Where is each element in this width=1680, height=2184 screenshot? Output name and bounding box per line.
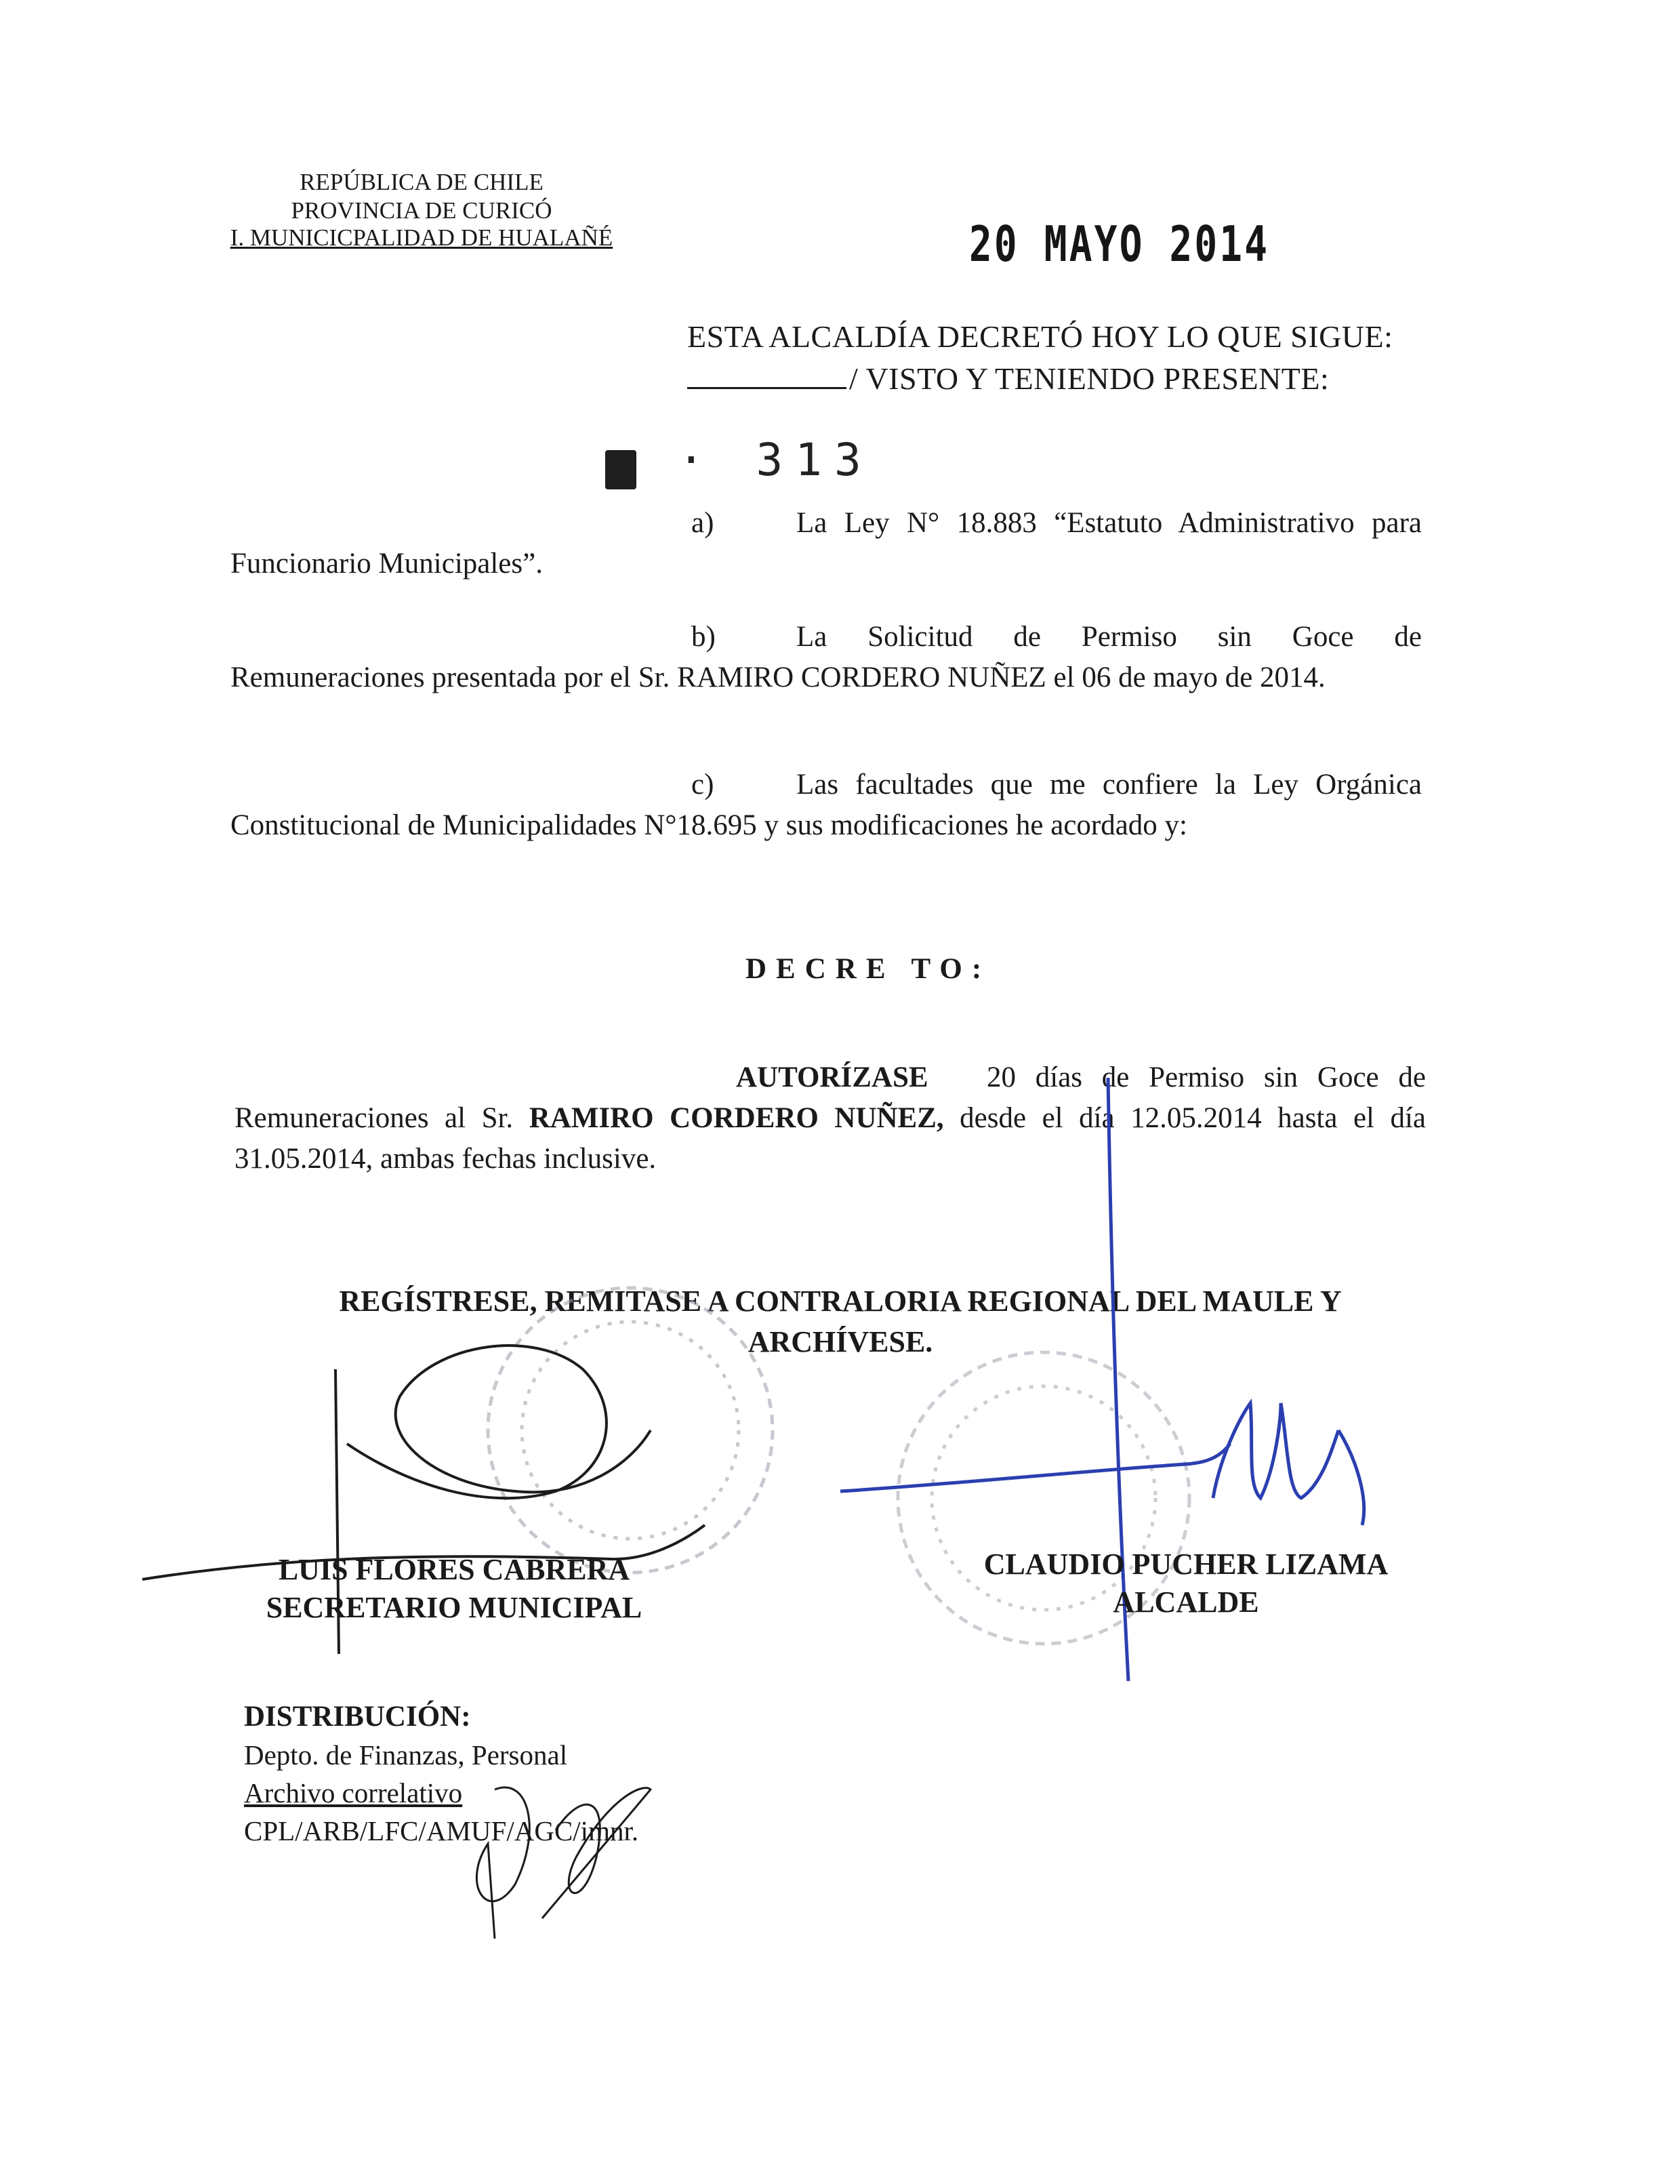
closing-line-2: ARCHÍVESE. xyxy=(747,1325,933,1358)
header-province: PROVINCIA DE CURICÓ xyxy=(291,197,552,224)
visto-line xyxy=(687,361,1329,397)
resolution-name: RAMIRO CORDERO NUÑEZ, xyxy=(529,1102,944,1134)
signature-right-role: ALCALDE xyxy=(1113,1585,1259,1619)
signature-right-name: CLAUDIO PUCHER LIZAMA xyxy=(983,1548,1389,1581)
blank-line xyxy=(687,361,846,389)
decree-number-value: 313 xyxy=(756,434,874,486)
distribution-line-3: CPL/ARB/LFC/AMUF/AGC/imnr. xyxy=(244,1815,639,1846)
stamp-mark-icon xyxy=(605,450,636,489)
resolution-verb: AUTORÍZASE xyxy=(736,1061,928,1093)
visto-text: / VISTO Y TENIENDO PRESENTE: xyxy=(849,361,1330,396)
signature-right xyxy=(942,1545,1430,1621)
consideration-b xyxy=(230,617,1422,698)
date-stamp: 20 MAYO 2014 xyxy=(969,216,1270,272)
consideration-first-line: La Solicitud de Permiso sin Goce de xyxy=(796,621,1422,653)
closing-instruction xyxy=(281,1281,1399,1362)
distribution-block xyxy=(244,1698,638,1850)
consideration-label: a) xyxy=(691,507,714,539)
consideration-a xyxy=(230,503,1422,584)
decree-intro: ESTA ALCALDÍA DECRETÓ HOY LO QUE SIGUE: xyxy=(687,319,1393,354)
decree-title: DECRE TO: xyxy=(745,953,991,985)
header-municipality: I. MUNICICPALIDAD DE HUALAÑÉ xyxy=(230,224,613,251)
consideration-first-line: Las facultades que me confiere la Ley Orgánica xyxy=(796,769,1422,801)
consideration-label: c) xyxy=(691,769,714,801)
resolution-text-1: 20 días de Permiso sin Goce de Remuneraciones al Sr. xyxy=(234,1061,1426,1134)
consideration-rest: Remuneraciones presentada por el Sr. RAMIRO CORDERO NUÑEZ el 06 de mayo de 2014. xyxy=(230,662,1326,693)
resolution-paragraph xyxy=(234,1057,1426,1179)
closing-line-1: REGÍSTRESE, REMITASE A CONTRALORIA REGIONAL DEL MAULE Y xyxy=(339,1285,1342,1318)
signature-left-name: LUIS FLORES CABRERA xyxy=(278,1553,630,1586)
resolution-text-2: desde el día 12.05.2014 hasta el día 31.05.2014, ambas fechas inclusive. xyxy=(234,1102,1427,1175)
consideration-rest: para Funcionario Municipales”. xyxy=(230,507,1422,580)
distribution-line-1: Depto. de Finanzas, Personal xyxy=(244,1739,568,1771)
decree-number: · 313 xyxy=(678,434,874,486)
distribution-heading: DISTRIBUCIÓN: xyxy=(244,1701,471,1733)
distribution-line-2: Archivo correlativo xyxy=(244,1777,463,1808)
signature-left-role: SECRETARIO MUNICIPAL xyxy=(266,1591,642,1624)
header-country: REPÚBLICA DE CHILE xyxy=(300,169,544,195)
consideration-rest: Constitucional de Municipalidades N°18.695 y sus modificaciones he acordado y: xyxy=(230,809,1188,841)
signature-left xyxy=(224,1551,684,1627)
consideration-c xyxy=(230,765,1422,846)
consideration-first-line: La Ley N° 18.883 “Estatuto Administrativo xyxy=(796,507,1355,539)
consideration-label: b) xyxy=(691,621,716,653)
